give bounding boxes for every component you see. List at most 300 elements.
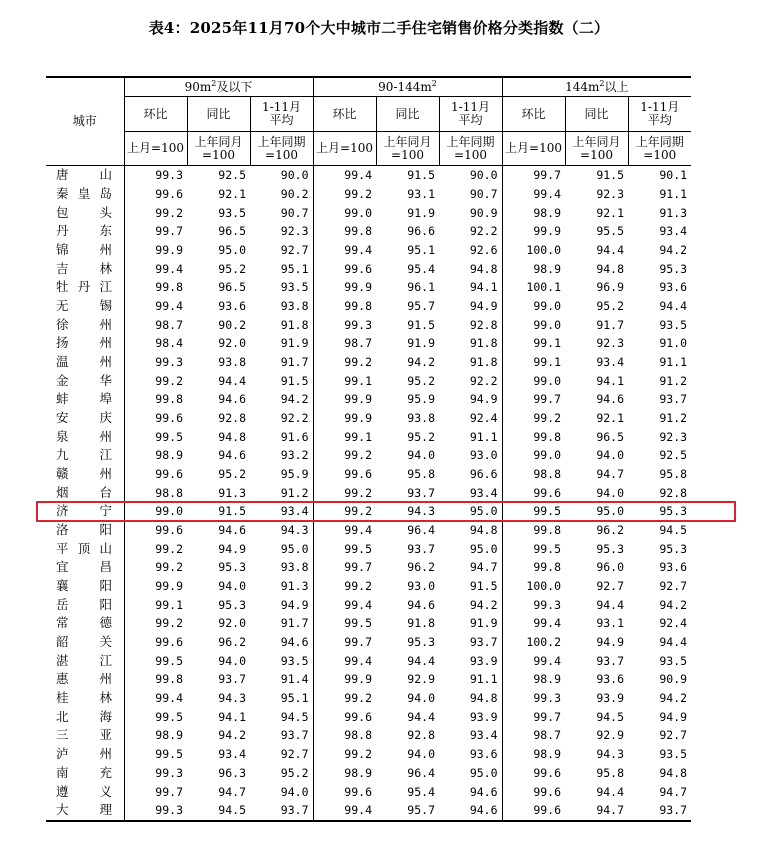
value-cell: 92.6 (469, 243, 498, 258)
value-cell: 96.2 (596, 523, 625, 538)
value-cell: 96.6 (407, 224, 435, 239)
value-cell: 95.1 (280, 261, 309, 276)
value-cell: 99.2 (124, 539, 187, 558)
value-cell: 99.6 (124, 633, 187, 652)
value-cell: 99.5 (313, 539, 376, 558)
value-cell: 92.2 (469, 373, 498, 388)
value-cell: 94.6 (439, 801, 502, 821)
value-cell: 91.9 (280, 336, 309, 351)
table-row (46, 726, 691, 745)
value-cell: 92.9 (596, 728, 625, 743)
value-cell: 93.5 (218, 205, 246, 220)
base-header-cell: 上月=100 (124, 132, 187, 166)
value-cell: 100.0 (502, 241, 565, 260)
value-cell: 94.4 (659, 635, 688, 650)
value-cell: 98.9 (124, 726, 187, 745)
value-cell: 94.0 (407, 747, 435, 762)
value-cell: 96.3 (218, 765, 246, 780)
city-name-cell: 九 江 (56, 447, 112, 463)
table-row (46, 745, 691, 764)
value-cell: 99.3 (124, 166, 187, 185)
value-cell: 99.5 (124, 651, 187, 670)
sub-header-cell: 环比 (502, 97, 565, 132)
value-cell: 93.9 (469, 709, 498, 724)
value-cell: 99.4 (502, 185, 565, 204)
value-cell: 91.7 (280, 355, 309, 370)
value-cell: 99.9 (124, 241, 187, 260)
table-row (46, 185, 691, 204)
group-header-small: $90m^2$及以下 (124, 77, 313, 97)
value-cell: 95.1 (407, 243, 435, 258)
value-cell: 94.6 (218, 448, 246, 463)
table-row (46, 502, 691, 521)
value-cell: 91.2 (280, 485, 309, 500)
value-cell: 95.7 (407, 299, 435, 314)
value-cell: 93.5 (280, 280, 309, 295)
table-row (46, 801, 691, 821)
value-cell: 94.7 (469, 560, 498, 575)
city-name-cell: 吉 林 (56, 260, 112, 276)
value-cell: 90.0 (280, 168, 309, 183)
value-cell: 92.8 (407, 728, 435, 743)
table-row (46, 297, 691, 316)
value-cell: 99.5 (502, 539, 565, 558)
value-cell: 94.7 (565, 801, 628, 821)
value-cell: 98.8 (502, 465, 565, 484)
value-cell: 96.6 (469, 467, 498, 482)
value-cell: 95.3 (659, 261, 688, 276)
value-cell: 98.8 (313, 726, 376, 745)
table-row (46, 689, 691, 708)
value-cell: 91.8 (469, 355, 498, 370)
value-cell: 99.9 (313, 278, 376, 297)
value-cell: 91.9 (407, 205, 435, 220)
value-cell: 92.4 (469, 411, 498, 426)
value-cell: 98.9 (313, 764, 376, 783)
table-row (46, 465, 691, 484)
city-name-cell: 扬 州 (56, 335, 112, 351)
value-cell: 95.3 (218, 597, 246, 612)
value-cell: 93.0 (407, 579, 435, 594)
city-name-cell: 徐 州 (56, 316, 112, 332)
value-cell: 99.8 (313, 222, 376, 241)
base-header-cell: 上月=100 (313, 132, 376, 166)
value-cell: 99.2 (313, 483, 376, 502)
value-cell: 100.1 (502, 278, 565, 297)
value-cell: 99.8 (313, 297, 376, 316)
value-cell: 94.2 (218, 728, 246, 743)
table-row (46, 651, 691, 670)
value-cell: 98.9 (502, 259, 565, 278)
value-cell: 99.3 (502, 595, 565, 614)
value-cell: 96.5 (218, 224, 246, 239)
value-cell: 94.6 (596, 392, 625, 407)
value-cell: 98.9 (502, 203, 565, 222)
value-cell: 96.2 (407, 560, 435, 575)
value-cell: 95.1 (280, 691, 309, 706)
value-cell: 92.7 (280, 747, 309, 762)
value-cell: 94.5 (596, 709, 625, 724)
value-cell: 94.6 (280, 635, 309, 650)
value-cell: 99.8 (124, 670, 187, 689)
value-cell: 99.6 (124, 465, 187, 484)
value-cell: 92.5 (218, 168, 246, 183)
value-cell: 99.7 (502, 707, 565, 726)
value-cell: 93.4 (659, 224, 688, 239)
value-cell: 94.8 (469, 523, 498, 538)
value-cell: 93.7 (469, 635, 498, 650)
city-name-cell: 金 华 (56, 372, 112, 388)
value-cell: 99.2 (124, 558, 187, 577)
city-name-cell: 牡 丹 江 (56, 279, 112, 295)
value-cell: 99.6 (502, 801, 565, 821)
sub-header-cell: 同比 (565, 97, 628, 132)
table-row (46, 483, 691, 502)
value-cell: 99.2 (124, 371, 187, 390)
value-cell: 98.9 (502, 670, 565, 689)
value-cell: 92.8 (469, 317, 498, 332)
value-cell: 94.1 (469, 280, 498, 295)
value-cell: 92.7 (280, 243, 309, 258)
city-name-cell: 唐 山 (56, 167, 112, 183)
value-cell: 99.2 (313, 689, 376, 708)
value-cell: 95.2 (407, 429, 435, 444)
value-cell: 91.2 (659, 411, 688, 426)
value-cell: 96.4 (407, 523, 435, 538)
city-name-cell: 蚌 埠 (56, 391, 112, 407)
value-cell: 91.3 (659, 205, 688, 220)
base-header-cell: 上月=100 (502, 132, 565, 166)
value-cell: 94.3 (218, 691, 246, 706)
value-cell: 99.2 (313, 577, 376, 596)
value-cell: 91.5 (407, 168, 435, 183)
table-row (46, 334, 691, 353)
base-header-cell: 上年同月 =100 (187, 132, 250, 166)
value-cell: 95.0 (469, 504, 498, 519)
value-cell: 95.9 (407, 392, 435, 407)
sub-header-cell: 同比 (187, 97, 250, 132)
value-cell: 93.5 (659, 747, 688, 762)
value-cell: 94.2 (469, 597, 498, 612)
table-row (46, 241, 691, 260)
table-row (46, 577, 691, 596)
table-row (46, 633, 691, 652)
table-body (46, 166, 691, 821)
table-row (46, 315, 691, 334)
value-cell: 95.0 (469, 765, 498, 780)
value-cell: 92.3 (596, 187, 625, 201)
value-cell: 99.2 (313, 502, 376, 521)
value-cell: 92.1 (596, 411, 625, 426)
base-header-cell: 上年同月 =100 (565, 132, 628, 166)
value-cell: 99.4 (313, 801, 376, 821)
value-cell: 99.3 (124, 801, 187, 821)
value-cell: 92.1 (596, 205, 625, 220)
value-cell: 94.4 (659, 299, 688, 314)
city-name-cell: 赣 州 (56, 466, 112, 482)
value-cell: 99.2 (313, 185, 376, 204)
value-cell: 94.9 (469, 299, 498, 314)
value-cell: 94.5 (187, 801, 250, 821)
value-cell: 93.7 (407, 485, 435, 500)
city-name-cell: 济 宁 (56, 503, 112, 519)
value-cell: 92.7 (659, 728, 688, 743)
value-cell: 94.4 (407, 709, 435, 724)
value-cell: 95.0 (280, 541, 309, 556)
value-cell: 93.6 (659, 280, 688, 295)
value-cell: 93.5 (659, 317, 688, 332)
city-name-cell: 湛 江 (56, 652, 112, 668)
value-cell: 94.8 (659, 765, 688, 780)
value-cell: 99.0 (502, 315, 565, 334)
value-cell: 99.7 (313, 558, 376, 577)
value-cell: 99.3 (313, 315, 376, 334)
value-cell: 98.7 (313, 334, 376, 353)
value-cell: 99.4 (502, 651, 565, 670)
value-cell: 99.6 (502, 764, 565, 783)
value-cell: 94.2 (280, 392, 309, 407)
value-cell: 91.6 (280, 429, 309, 444)
value-cell: 94.1 (218, 709, 246, 724)
table-row (46, 203, 691, 222)
table-header (46, 77, 691, 166)
table-row (46, 764, 691, 783)
value-cell: 98.7 (502, 726, 565, 745)
city-name-cell: 包 头 (56, 204, 112, 220)
city-name-cell: 南 充 (56, 764, 112, 780)
value-cell: 94.4 (596, 597, 625, 612)
value-cell: 92.5 (659, 448, 688, 463)
value-cell: 100.2 (502, 633, 565, 652)
value-cell: 99.6 (502, 483, 565, 502)
value-cell: 91.3 (218, 485, 246, 500)
value-cell: 95.0 (596, 504, 625, 519)
value-cell: 94.0 (596, 448, 625, 463)
value-cell: 99.7 (124, 222, 187, 241)
value-cell: 93.5 (280, 653, 309, 668)
value-cell: 99.5 (502, 502, 565, 521)
value-cell: 95.4 (407, 784, 435, 799)
value-cell: 99.6 (313, 707, 376, 726)
value-cell: 99.6 (124, 185, 187, 204)
value-cell: 90.7 (469, 187, 498, 201)
value-cell: 93.9 (469, 653, 498, 668)
value-cell: 99.8 (502, 558, 565, 577)
value-cell: 94.9 (596, 635, 625, 650)
value-cell: 95.3 (596, 541, 625, 556)
table-row (46, 558, 691, 577)
value-cell: 99.5 (313, 614, 376, 633)
value-cell: 95.3 (407, 635, 435, 650)
value-cell: 99.2 (313, 446, 376, 465)
value-cell: 96.1 (407, 280, 435, 295)
value-cell: 90.1 (659, 168, 688, 183)
value-cell: 93.6 (469, 747, 498, 762)
value-cell: 99.4 (313, 651, 376, 670)
value-cell: 99.0 (313, 203, 376, 222)
sub-header-row (46, 97, 691, 132)
value-cell: 99.3 (124, 764, 187, 783)
value-cell: 99.3 (502, 689, 565, 708)
value-cell: 94.2 (659, 691, 688, 706)
city-name-cell: 温 州 (56, 354, 112, 370)
table-row (46, 539, 691, 558)
value-cell: 99.4 (313, 595, 376, 614)
table-row (46, 670, 691, 689)
value-cell: 92.9 (407, 672, 435, 687)
city-name-cell: 韶 关 (56, 634, 112, 650)
value-cell: 94.8 (469, 261, 498, 276)
value-cell: 94.9 (659, 709, 688, 724)
value-cell: 91.1 (469, 672, 498, 687)
value-cell: 94.0 (596, 485, 625, 500)
table-row (46, 259, 691, 278)
value-cell: 99.1 (313, 427, 376, 446)
value-cell: 99.0 (502, 371, 565, 390)
table-row (46, 782, 691, 801)
value-cell: 99.9 (502, 222, 565, 241)
value-cell: 93.9 (596, 691, 625, 706)
table-row (46, 278, 691, 297)
value-cell: 90.0 (469, 168, 498, 183)
value-cell: 94.9 (469, 392, 498, 407)
value-cell: 91.1 (659, 187, 688, 201)
value-cell: 90.2 (280, 187, 309, 201)
value-cell: 91.5 (469, 579, 498, 594)
value-cell: 94.2 (659, 597, 688, 612)
value-cell: 99.5 (124, 707, 187, 726)
value-cell: 93.1 (407, 187, 435, 201)
value-cell: 99.1 (502, 334, 565, 353)
value-cell: 91.5 (407, 317, 435, 332)
value-cell: 91.4 (280, 672, 309, 687)
city-name-cell: 烟 台 (56, 484, 112, 500)
value-cell: 93.7 (407, 541, 435, 556)
price-index-table (46, 76, 691, 822)
value-cell: 93.2 (280, 448, 309, 463)
value-cell: 99.9 (124, 577, 187, 596)
city-name-cell: 丹 东 (56, 223, 112, 239)
value-cell: 99.6 (313, 782, 376, 801)
base-header-cell: 上年同月 =100 (376, 132, 439, 166)
value-cell: 92.0 (218, 336, 246, 351)
value-cell: 93.8 (218, 355, 246, 370)
value-cell: 95.5 (596, 224, 625, 239)
value-cell: 94.7 (218, 784, 246, 799)
value-cell: 93.1 (596, 616, 625, 631)
value-cell: 95.9 (280, 467, 309, 482)
city-name-cell: 襄 阳 (56, 578, 112, 594)
value-cell: 93.0 (469, 448, 498, 463)
table-row (46, 595, 691, 614)
value-cell: 93.4 (469, 728, 498, 743)
value-cell: 93.6 (659, 560, 688, 575)
value-cell: 99.0 (124, 502, 187, 521)
value-cell: 90.9 (659, 672, 688, 687)
table-row (46, 409, 691, 428)
value-cell: 94.9 (280, 597, 309, 612)
value-cell: 99.2 (313, 745, 376, 764)
value-cell: 93.4 (596, 355, 625, 370)
sub-header-cell: 1-11月 平均 (250, 97, 313, 132)
value-cell: 91.7 (596, 317, 625, 332)
value-cell: 99.7 (124, 782, 187, 801)
city-name-cell: 宜 昌 (56, 559, 112, 575)
value-cell: 99.4 (313, 521, 376, 540)
city-name-cell: 秦 皇 岛 (56, 186, 112, 201)
value-cell: 99.6 (313, 465, 376, 484)
value-cell: 91.8 (469, 336, 498, 351)
value-cell: 96.5 (218, 280, 246, 295)
value-cell: 98.8 (124, 483, 187, 502)
sub-header-cell: 同比 (376, 97, 439, 132)
value-cell: 99.4 (124, 259, 187, 278)
value-cell: 92.3 (280, 224, 309, 239)
city-name-cell: 大 理 (46, 801, 124, 821)
group-header-medium: $90-144m^2$ (313, 77, 502, 97)
value-cell: 94.0 (407, 448, 435, 463)
city-column-header: 城市 (46, 77, 124, 166)
city-name-cell: 遵 义 (56, 783, 112, 799)
value-cell: 93.7 (250, 801, 313, 821)
value-cell: 94.0 (280, 784, 309, 799)
city-name-cell: 洛 阳 (56, 522, 112, 538)
table-row (46, 614, 691, 633)
value-cell: 92.8 (218, 411, 246, 426)
value-cell: 96.0 (596, 560, 625, 575)
value-cell: 94.3 (407, 504, 435, 519)
city-name-cell: 北 海 (56, 708, 112, 724)
value-cell: 90.2 (218, 317, 246, 332)
value-cell: 95.2 (280, 765, 309, 780)
value-cell: 96.4 (407, 765, 435, 780)
table-row (46, 707, 691, 726)
value-cell: 92.8 (659, 485, 688, 500)
value-cell: 93.6 (596, 672, 625, 687)
value-cell: 95.0 (218, 243, 246, 258)
value-cell: 94.3 (596, 747, 625, 762)
value-cell: 99.6 (313, 259, 376, 278)
value-cell: 99.2 (124, 614, 187, 633)
value-cell: 95.0 (469, 541, 498, 556)
value-cell: 96.2 (218, 635, 246, 650)
value-cell: 92.7 (596, 579, 625, 594)
city-name-cell: 泸 州 (56, 746, 112, 762)
value-cell: 93.6 (218, 299, 246, 314)
value-cell: 99.7 (502, 166, 565, 185)
value-cell: 93.7 (596, 653, 625, 668)
value-cell: 95.2 (218, 261, 246, 276)
value-cell: 99.4 (313, 166, 376, 185)
value-cell: 94.8 (469, 691, 498, 706)
sub-header-cell: 环比 (313, 97, 376, 132)
value-cell: 99.5 (124, 427, 187, 446)
value-cell: 99.9 (313, 670, 376, 689)
value-cell: 94.6 (407, 597, 435, 612)
table-row (46, 521, 691, 540)
value-cell: 94.4 (407, 653, 435, 668)
sub-header-cell: 环比 (124, 97, 187, 132)
value-cell: 99.7 (313, 633, 376, 652)
group-header-large: $144m^2$以上 (502, 77, 691, 97)
value-cell: 93.7 (628, 801, 691, 821)
page-title: 表4：2025年11月70个大中城市二手住宅销售价格分类指数（二） (148, 19, 610, 37)
value-cell: 91.3 (280, 579, 309, 594)
value-cell: 93.4 (280, 504, 309, 519)
city-name-cell: 安 庆 (56, 410, 112, 426)
value-cell: 98.7 (124, 315, 187, 334)
value-cell: 95.7 (376, 801, 439, 821)
